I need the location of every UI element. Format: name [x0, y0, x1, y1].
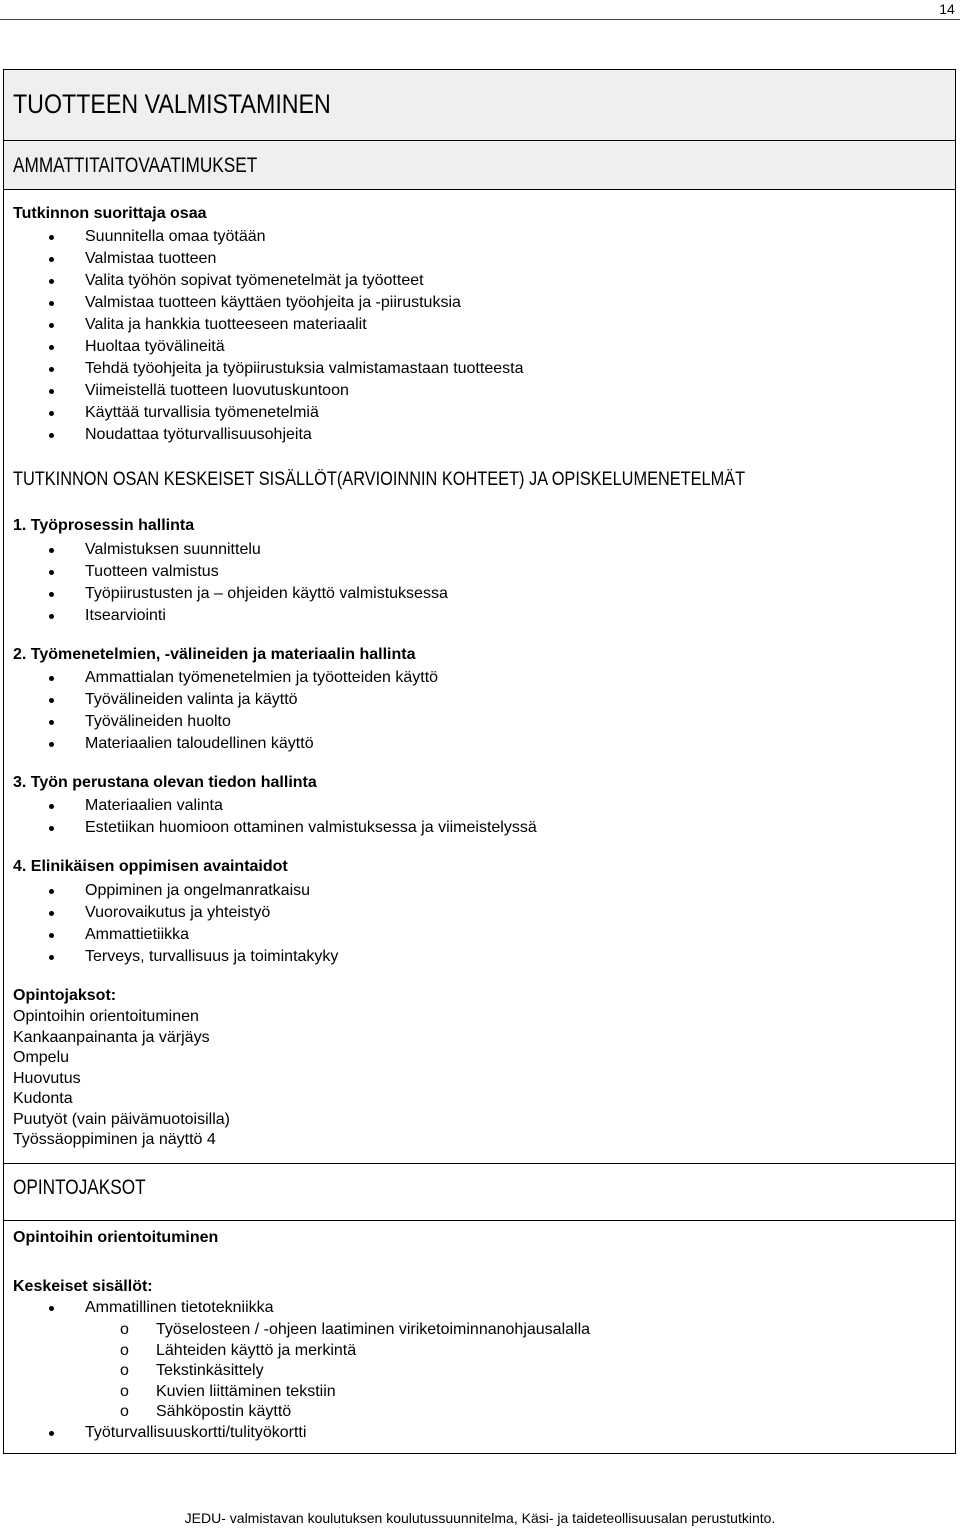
courses-heading: Opintojaksot: — [13, 987, 117, 1004]
list-item: Kudonta — [13, 1090, 73, 1107]
list-item: Valmistuksen suunnittelu — [44, 539, 448, 561]
section-list — [44, 667, 438, 755]
courses-section-heading: OPINTOJAKSOT — [13, 1176, 146, 1199]
courses-list — [13, 1007, 230, 1151]
section-title: 2. Työmenetelmien, -välineiden ja materiaalin hallinta — [13, 646, 416, 663]
list-item: Materiaalien taloudellinen käyttö — [44, 733, 438, 755]
key-contents-sublist — [120, 1320, 590, 1423]
list-item: Terveys, turvallisuus ja toimintakyky — [44, 946, 338, 968]
performer-heading: Tutkinnon suorittaja osaa — [13, 205, 207, 222]
section-list — [44, 539, 448, 627]
sub-item-text: Lähteiden käyttö ja merkintä — [156, 1341, 357, 1359]
sub-list-item — [120, 1382, 590, 1403]
sub-list-item — [120, 1320, 590, 1341]
key-contents-heading: Keskeiset sisällöt: — [13, 1278, 153, 1295]
list-item: Tehdä työohjeita ja työpiirustuksia valmistamastaan tuotteesta — [44, 358, 523, 380]
page-footer: JEDU- valmistavan koulutuksen koulutussuunnitelma, Käsi- ja taideteollisuusalan perustutkinto. — [184, 1510, 776, 1526]
list-item: Työssäoppiminen ja näyttö 4 — [13, 1131, 216, 1148]
list-item: Estetiikan huomioon ottaminen valmistuksessa ja viimeistelyssä — [44, 817, 537, 839]
sub-item-text: Työselosteen / -ohjeen laatiminen viriketoiminnanohjausalalla — [156, 1321, 591, 1338]
list-item: Oppiminen ja ongelmanratkaisu — [44, 880, 338, 902]
list-item: Opintoihin orientoituminen — [13, 1008, 199, 1025]
sub-list-item — [120, 1341, 590, 1362]
header-rule — [0, 19, 960, 20]
list-item: Työturvallisuuskortti/tulityökortti — [44, 1422, 306, 1444]
list-item: Vuorovaikutus ja yhteistyö — [44, 902, 338, 924]
sub-bullet-marker: o — [120, 1403, 129, 1420]
list-item: Valmistaa tuotteen — [44, 248, 523, 270]
sub-item-text: Tekstinkäsittely — [156, 1362, 264, 1379]
section-list — [44, 880, 338, 968]
sub-bullet-marker: o — [120, 1341, 129, 1359]
page-title: TUOTTEEN VALMISTAMINEN — [13, 89, 331, 119]
courses-section-band — [4, 1163, 955, 1221]
sub-item-text: Kuvien liittäminen tekstiin — [156, 1382, 336, 1400]
course-title: Opintoihin orientoituminen — [13, 1229, 219, 1246]
section-title: 3. Työn perustana olevan tiedon hallinta — [13, 774, 317, 791]
contents-heading: TUTKINNON OSAN KESKEISET SISÄLLÖT(ARVIOINNIN KOHTEET) JA OPISKELUMENETELMÄT — [13, 469, 746, 490]
list-item: Kankaanpainanta ja värjäys — [13, 1028, 210, 1046]
list-item: Ompelu — [13, 1049, 70, 1066]
list-item: Tuotteen valmistus — [44, 561, 448, 583]
list-item: Valita työhön sopivat työmenetelmät ja työotteet — [44, 270, 523, 292]
list-item: Noudattaa työturvallisuusohjeita — [44, 424, 523, 446]
list-item: Huovutus — [13, 1069, 81, 1087]
sub-list-item — [120, 1361, 590, 1382]
sub-item-text: Sähköpostin käyttö — [156, 1403, 292, 1420]
requirements-heading: AMMATTITAITOVAATIMUKSET — [13, 154, 258, 177]
list-item: Työvälineiden valinta ja käyttö — [44, 689, 438, 711]
list-item: Ammattialan työmenetelmien ja työotteiden käyttö — [44, 667, 438, 689]
list-item: Puutyöt (vain päivämuotoisilla) — [13, 1110, 230, 1128]
list-item: Työpiirustusten ja – ohjeiden käyttö valmistuksessa — [44, 583, 448, 605]
sub-bullet-marker: o — [120, 1382, 129, 1400]
sub-bullet-marker: o — [120, 1321, 129, 1338]
list-item: Huoltaa työvälineitä — [44, 336, 523, 358]
key-contents-list — [44, 1297, 274, 1319]
sub-list-item — [120, 1402, 590, 1423]
list-item: Käyttää turvallisia työmenetelmiä — [44, 402, 523, 424]
section-list — [44, 795, 537, 839]
list-item: Ammattietiikka — [44, 924, 338, 946]
page-number: 14 — [939, 1, 955, 17]
performer-list — [44, 226, 523, 446]
list-item: Ammatillinen tietotekniikka — [44, 1297, 274, 1319]
section-title: 1. Työprosessin hallinta — [13, 517, 195, 534]
key-contents-list — [44, 1422, 306, 1444]
list-item: Materiaalien valinta — [44, 795, 537, 817]
section-title: 4. Elinikäisen oppimisen avaintaidot — [13, 858, 288, 875]
list-item: Itsearviointi — [44, 605, 448, 627]
list-item: Viimeistellä tuotteen luovutuskuntoon — [44, 380, 523, 402]
list-item: Valita ja hankkia tuotteeseen materiaalit — [44, 314, 523, 336]
list-item: Valmistaa tuotteen käyttäen työohjeita ja -piirustuksia — [44, 292, 523, 314]
list-item: Suunnitella omaa työtään — [44, 226, 523, 248]
list-item: Työvälineiden huolto — [44, 711, 438, 733]
sub-bullet-marker: o — [120, 1362, 129, 1379]
